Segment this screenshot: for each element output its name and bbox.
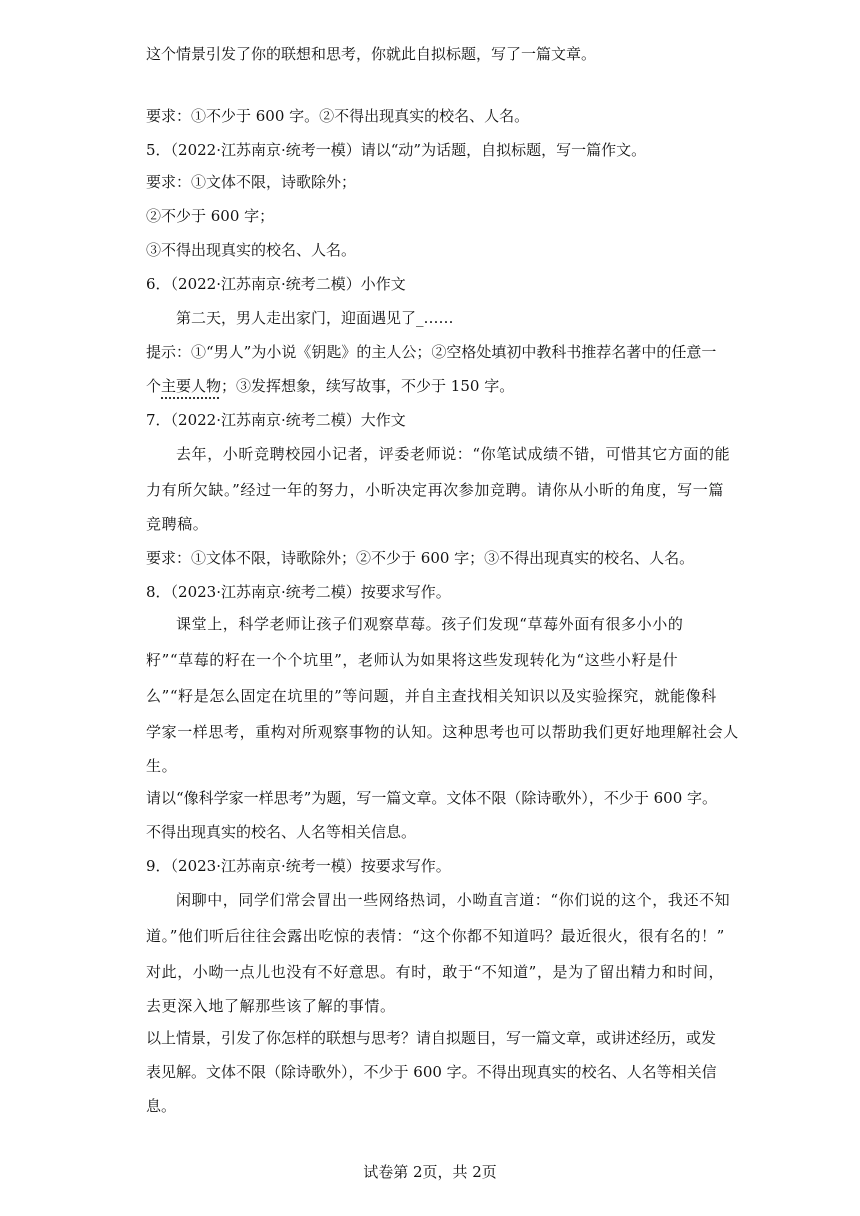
- requirement-line: ③不得出现真实的校名、人名。: [146, 241, 357, 259]
- requirement-line: 表见解。文体不限（除诗歌外），不少于 600 字。不得出现真实的校名、人名等相关信: [146, 1063, 717, 1081]
- hint-line: 提示：①“男人”为小说《钥匙》的主人公；②空格处填初中教科书推荐名著中的任意一: [146, 343, 717, 361]
- passage-line: 生。: [146, 757, 178, 775]
- passage-line: 去年，小昕竞聘校园小记者，评委老师说：“你笔试成绩不错，可惜其它方面的能: [176, 445, 731, 463]
- question-7-heading: 7．（2022·江苏南京·统考二模）大作文: [146, 411, 406, 429]
- page-footer: 试卷第 2页，共 2页: [363, 1163, 497, 1181]
- passage-line: 力有所欠缺。”经过一年的努力，小昕决定再次参加竞聘。请你从小昕的角度，写一篇: [146, 481, 724, 499]
- requirement-line: 息。: [146, 1097, 177, 1115]
- passage-line: 去更深入地了解那些该了解的事情。: [146, 997, 396, 1015]
- passage-line: 么”“籽是怎么固定在坑里的”等问题，并自主查找相关知识以及实验探究，就能像科: [146, 687, 717, 705]
- text-line: 这个情景引发了你的联想和思考，你就此自拟标题，写了一篇文章。: [146, 45, 597, 63]
- requirement-line: 要求：①文体不限，诗歌除外；: [146, 173, 357, 191]
- passage-line: 对此，小呦一点儿也没有不好意思。有时，敢于“不知道”，是为了留出精力和时间，: [146, 963, 725, 981]
- requirement-line: 不得出现真实的校名、人名等相关信息。: [146, 823, 417, 841]
- hint-text: 个: [146, 377, 162, 395]
- requirement-line: 要求：①不少于 600 字。②不得出现真实的校名、人名。: [146, 107, 530, 125]
- prompt-line: 第二天，男人走出家门，迎面遇见了_……: [176, 309, 454, 327]
- passage-line: 籽”“草莓的籽在一个个坑里”，老师认为如果将这些发现转化为“这些小籽是什: [146, 651, 679, 669]
- passage-line: 课堂上，科学老师让孩子们观察草莓。孩子们发现“草莓外面有很多小小的: [176, 615, 684, 633]
- question-9-heading: 9．（2023·江苏南京·统考一模）按要求写作。: [146, 857, 451, 875]
- requirement-line: 要求：①文体不限，诗歌除外；②不少于 600 字；③不得出现真实的校名、人名。: [146, 549, 695, 567]
- requirement-line: ②不少于 600 字；: [146, 207, 275, 225]
- passage-line: 学家一样思考，重构对所观察事物的认知。这种思考也可以帮助我们更好地理解社会人: [146, 723, 739, 741]
- hint-line: [146, 376, 514, 396]
- hint-text: ；③发挥想象，续写故事，不少于 150 字。: [221, 377, 515, 395]
- question-6-heading: 6．（2022·江苏南京·统考二模）小作文: [146, 275, 406, 293]
- emphasized-text: 主要人物: [161, 377, 222, 395]
- passage-line: 闲聊中，同学们常会冒出一些网络热词，小呦直言道：“你们说的这个，我还不知: [176, 891, 731, 909]
- question-8-heading: 8．（2023·江苏南京·统考二模）按要求写作。: [146, 583, 451, 601]
- requirement-line: 请以“像科学家一样思考”为题，写一篇文章。文体不限（除诗歌外），不少于 600 字。: [146, 789, 718, 807]
- question-5-heading: 5．（2022·江苏南京·统考一模）请以“动”为话题，自拟标题，写一篇作文。: [146, 141, 647, 159]
- requirement-line: 以上情景，引发了你怎样的联想与思考？请自拟题目，写一篇文章，或讲述经历，或发: [146, 1029, 717, 1047]
- passage-line: 道。”他们听后往往会露出吃惊的表情：“这个你都不知道吗？最近很火，很有名的！”: [146, 927, 725, 945]
- passage-line: 竞聘稿。: [146, 515, 209, 533]
